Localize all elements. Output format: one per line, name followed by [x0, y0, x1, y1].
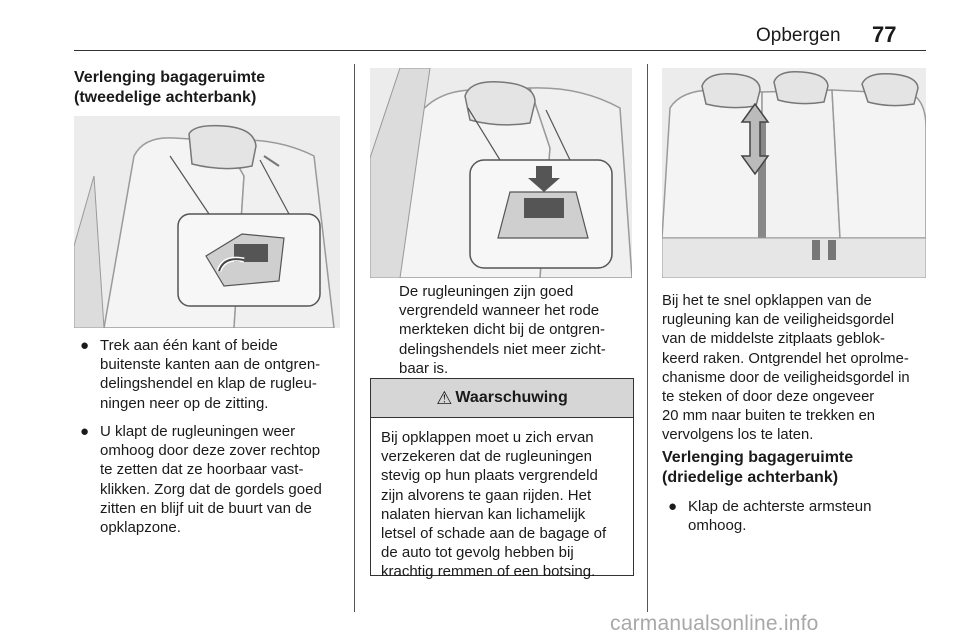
warning-title: Waarschuwing	[455, 389, 568, 406]
bullet-text: Klap de achterste armsteun omhoog.	[688, 498, 872, 535]
header-rule	[74, 50, 926, 51]
column1-heading: Verlenging bagageruimte (tweedelige achterbank)	[74, 69, 266, 106]
warning-box	[370, 378, 634, 581]
bullet-text: Trek aan één kant of beide buitenste kanten aan de ontgren- delingshendel en klap de rugleu- ningen neer op de zitting.	[100, 337, 321, 412]
warning-triangle-icon: ⚠	[436, 387, 453, 408]
column3-heading: Verlenging bagageruimte (driedelige achterbank)	[662, 449, 854, 486]
column2-paragraph: De rugleuningen zijn goed vergrendeld wanneer het rode merkteken dicht bij de ontgren- delingshendels niet meer zicht- baar is.	[399, 283, 606, 377]
seat-release-lever-illustration	[74, 116, 340, 328]
column3-paragraph: Bij het te snel opklappen van de rugleuning kan de veiligheidsgordel van de middelste zitplaats geblok- keerd raken. Ontgrendel het oprolme- chanisme door de veiligheidsgordel in te steken of door deze ongeveer 20 mm naar buiten te trekken en vervolgens los te laten.	[662, 293, 910, 444]
bullet-text: U klapt de rugleuningen weer omhoog door deze zover rechtop te zetten dat ze hoorbaar vast- klikken. Zorg dat de gordels goed zitten en blijf uit de buurt van de opklapzone.	[100, 423, 322, 537]
warning-header	[371, 379, 633, 418]
bullet-dot: ●	[80, 423, 90, 440]
page-number: 77	[872, 22, 897, 47]
warning-text: Bij opklappen moet u zich ervan verzekeren dat de rugleuningen stevig op hun plaats vergrendeld zijn alvorens te gaan rijden. Het nalaten hiervan kan lichamelijk letsel of schade aan de bagage of de auto tot gevolg hebben bij krachtig remmen of een botsing.	[381, 429, 607, 581]
column1-bullet-2	[80, 422, 342, 542]
column-divider-2	[647, 64, 648, 612]
watermark-text: carmanualsonline.info	[610, 612, 819, 635]
rear-bench-belt-illustration	[662, 68, 926, 278]
bullet-dot: ●	[80, 337, 90, 354]
section-title: Opbergen	[756, 25, 841, 46]
column-divider-1	[354, 64, 355, 612]
bullet-dot: ●	[668, 498, 678, 515]
column3-bullet-1	[668, 497, 926, 537]
column1-bullet-1	[80, 336, 342, 416]
seat-red-marker-illustration	[370, 68, 632, 278]
